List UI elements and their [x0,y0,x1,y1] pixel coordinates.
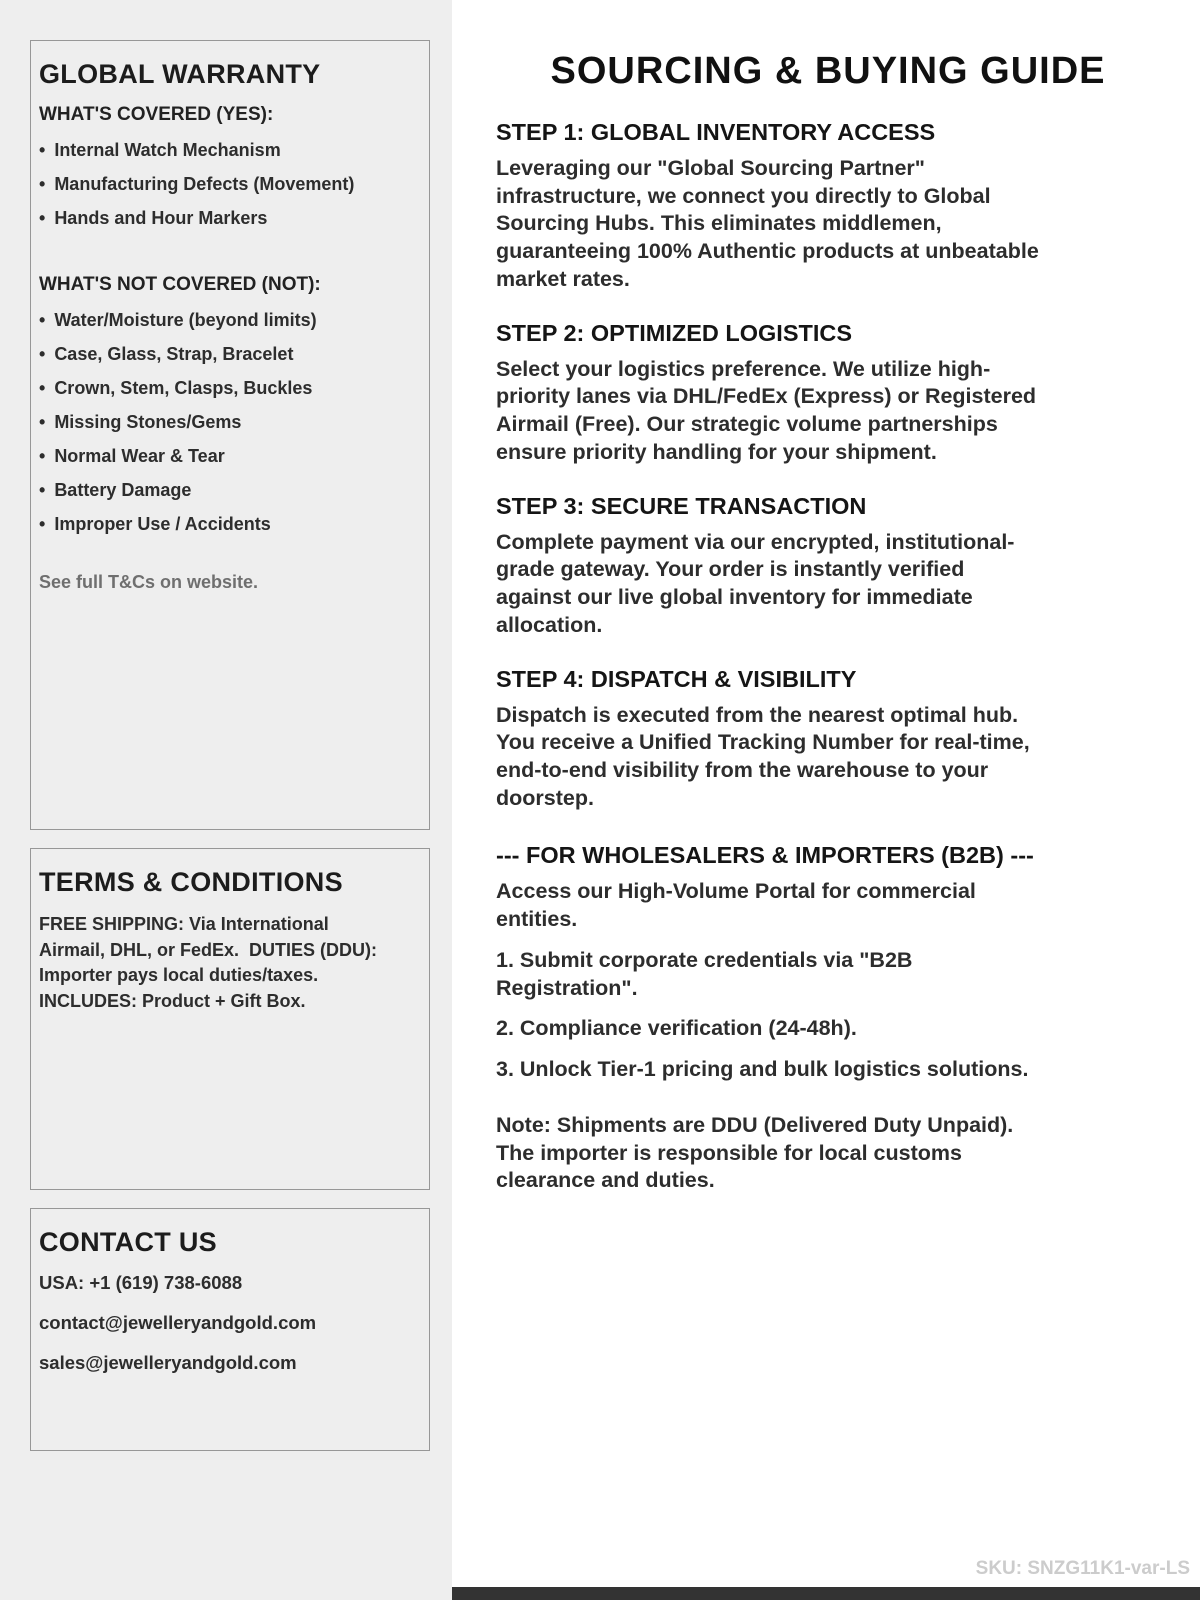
b2b-item: 1. Submit corporate credentials via "B2B Registration". [496,947,913,1000]
contact-phone: USA: +1 (619) 738-6088 [39,1272,243,1293]
warranty-covered-item: • Internal Watch Mechanism [39,140,417,162]
contact-box [30,1208,430,1451]
step-3-body: Complete payment via our encrypted, institutional-grade gateway. Your order is instantly verified against our live global inventory for immediate allocation. [496,529,1015,637]
warranty-title: GLOBAL WARRANTY [39,59,321,89]
b2b-item: 2. Compliance verification (24-48h). [496,1016,857,1041]
warranty-not-covered-item: • Missing Stones/Gems [39,412,417,434]
main-content [452,0,1200,1600]
step-1-heading: STEP 1: GLOBAL INVENTORY ACCESS [496,119,936,145]
step-4-body: Dispatch is executed from the nearest optimal hub. You receive a Unified Tracking Number for real-time, end-to-end visibility from the warehouse to your doorstep. [496,702,1030,810]
warranty-footnote: See full T&Cs on website. [39,571,259,592]
step-4-heading: STEP 4: DISPATCH & VISIBILITY [496,665,857,692]
b2b-intro: Access our High-Volume Portal for commercial entities. [496,879,976,932]
warranty-covered-item: • Manufacturing Defects (Movement) [39,174,417,196]
terms-body: FREE SHIPPING: Via International Airmail, DHL, or FedEx. DUTIES (DDU): Importer pays local duties/taxes. INCLUDES: Product + Gift Box. [39,914,383,1011]
b2b-section [496,842,1160,1195]
warranty-not-covered-item: • Normal Wear & Tear [39,446,417,468]
step-3-section [496,493,1160,640]
terms-box [30,848,430,1190]
warranty-not-covered-item: • Water/Moisture (beyond limits) [39,310,417,332]
step-1-section [496,119,1160,294]
warranty-covered-item: • Hands and Hour Markers [39,208,417,230]
sidebar [0,0,452,1600]
step-2-section [496,320,1160,467]
warranty-covered-title: WHAT'S COVERED (YES): [39,104,274,125]
step-2-body: Select your logistics preference. We utilize high-priority lanes via DHL/FedEx (Express) or Registered Airmail (Free). Our strategic volume partnerships ensure priority handling for your shipment. [496,356,1037,464]
warranty-not-covered-item: • Crown, Stem, Clasps, Buckles [39,378,417,400]
contact-email-primary: contact@jewelleryandgold.com [39,1312,317,1333]
b2b-note: Note: Shipments are DDU (Delivered Duty Unpaid). The importer is responsible for local customs clearance and duties. [496,1112,1014,1193]
step-3-heading: STEP 3: SECURE TRANSACTION [496,492,867,519]
step-4-section [496,666,1160,813]
sku-label: SKU: SNZG11K1-var-LS [975,1558,1190,1579]
warranty-not-covered-item: • Improper Use / Accidents [39,514,417,536]
b2b-item: 3. Unlock Tier-1 pricing and bulk logistics solutions. [496,1057,1029,1082]
footer-bar [452,1587,1200,1600]
contact-title: CONTACT US [39,1227,217,1257]
terms-title: TERMS & CONDITIONS [39,867,343,897]
warranty-box [30,40,430,830]
warranty-not-covered-item: • Case, Glass, Strap, Bracelet [39,344,417,366]
step-1-body: Leveraging our "Global Sourcing Partner" infrastructure, we connect you directly to Global Sourcing Hubs. This eliminates middlemen, guaranteeing 100% Authentic products at unbeatable market rates. [496,156,1039,291]
step-2-heading: STEP 2: OPTIMIZED LOGISTICS [496,319,853,346]
warranty-not-covered-title: WHAT'S NOT COVERED (NOT): [39,273,321,295]
page-title: SOURCING & BUYING GUIDE [550,50,1106,92]
warranty-not-covered-item: • Battery Damage [39,480,417,502]
b2b-heading: --- FOR WHOLESALERS & IMPORTERS (B2B) --- [496,842,1034,869]
contact-email-sales: sales@jewelleryandgold.com [39,1352,297,1373]
